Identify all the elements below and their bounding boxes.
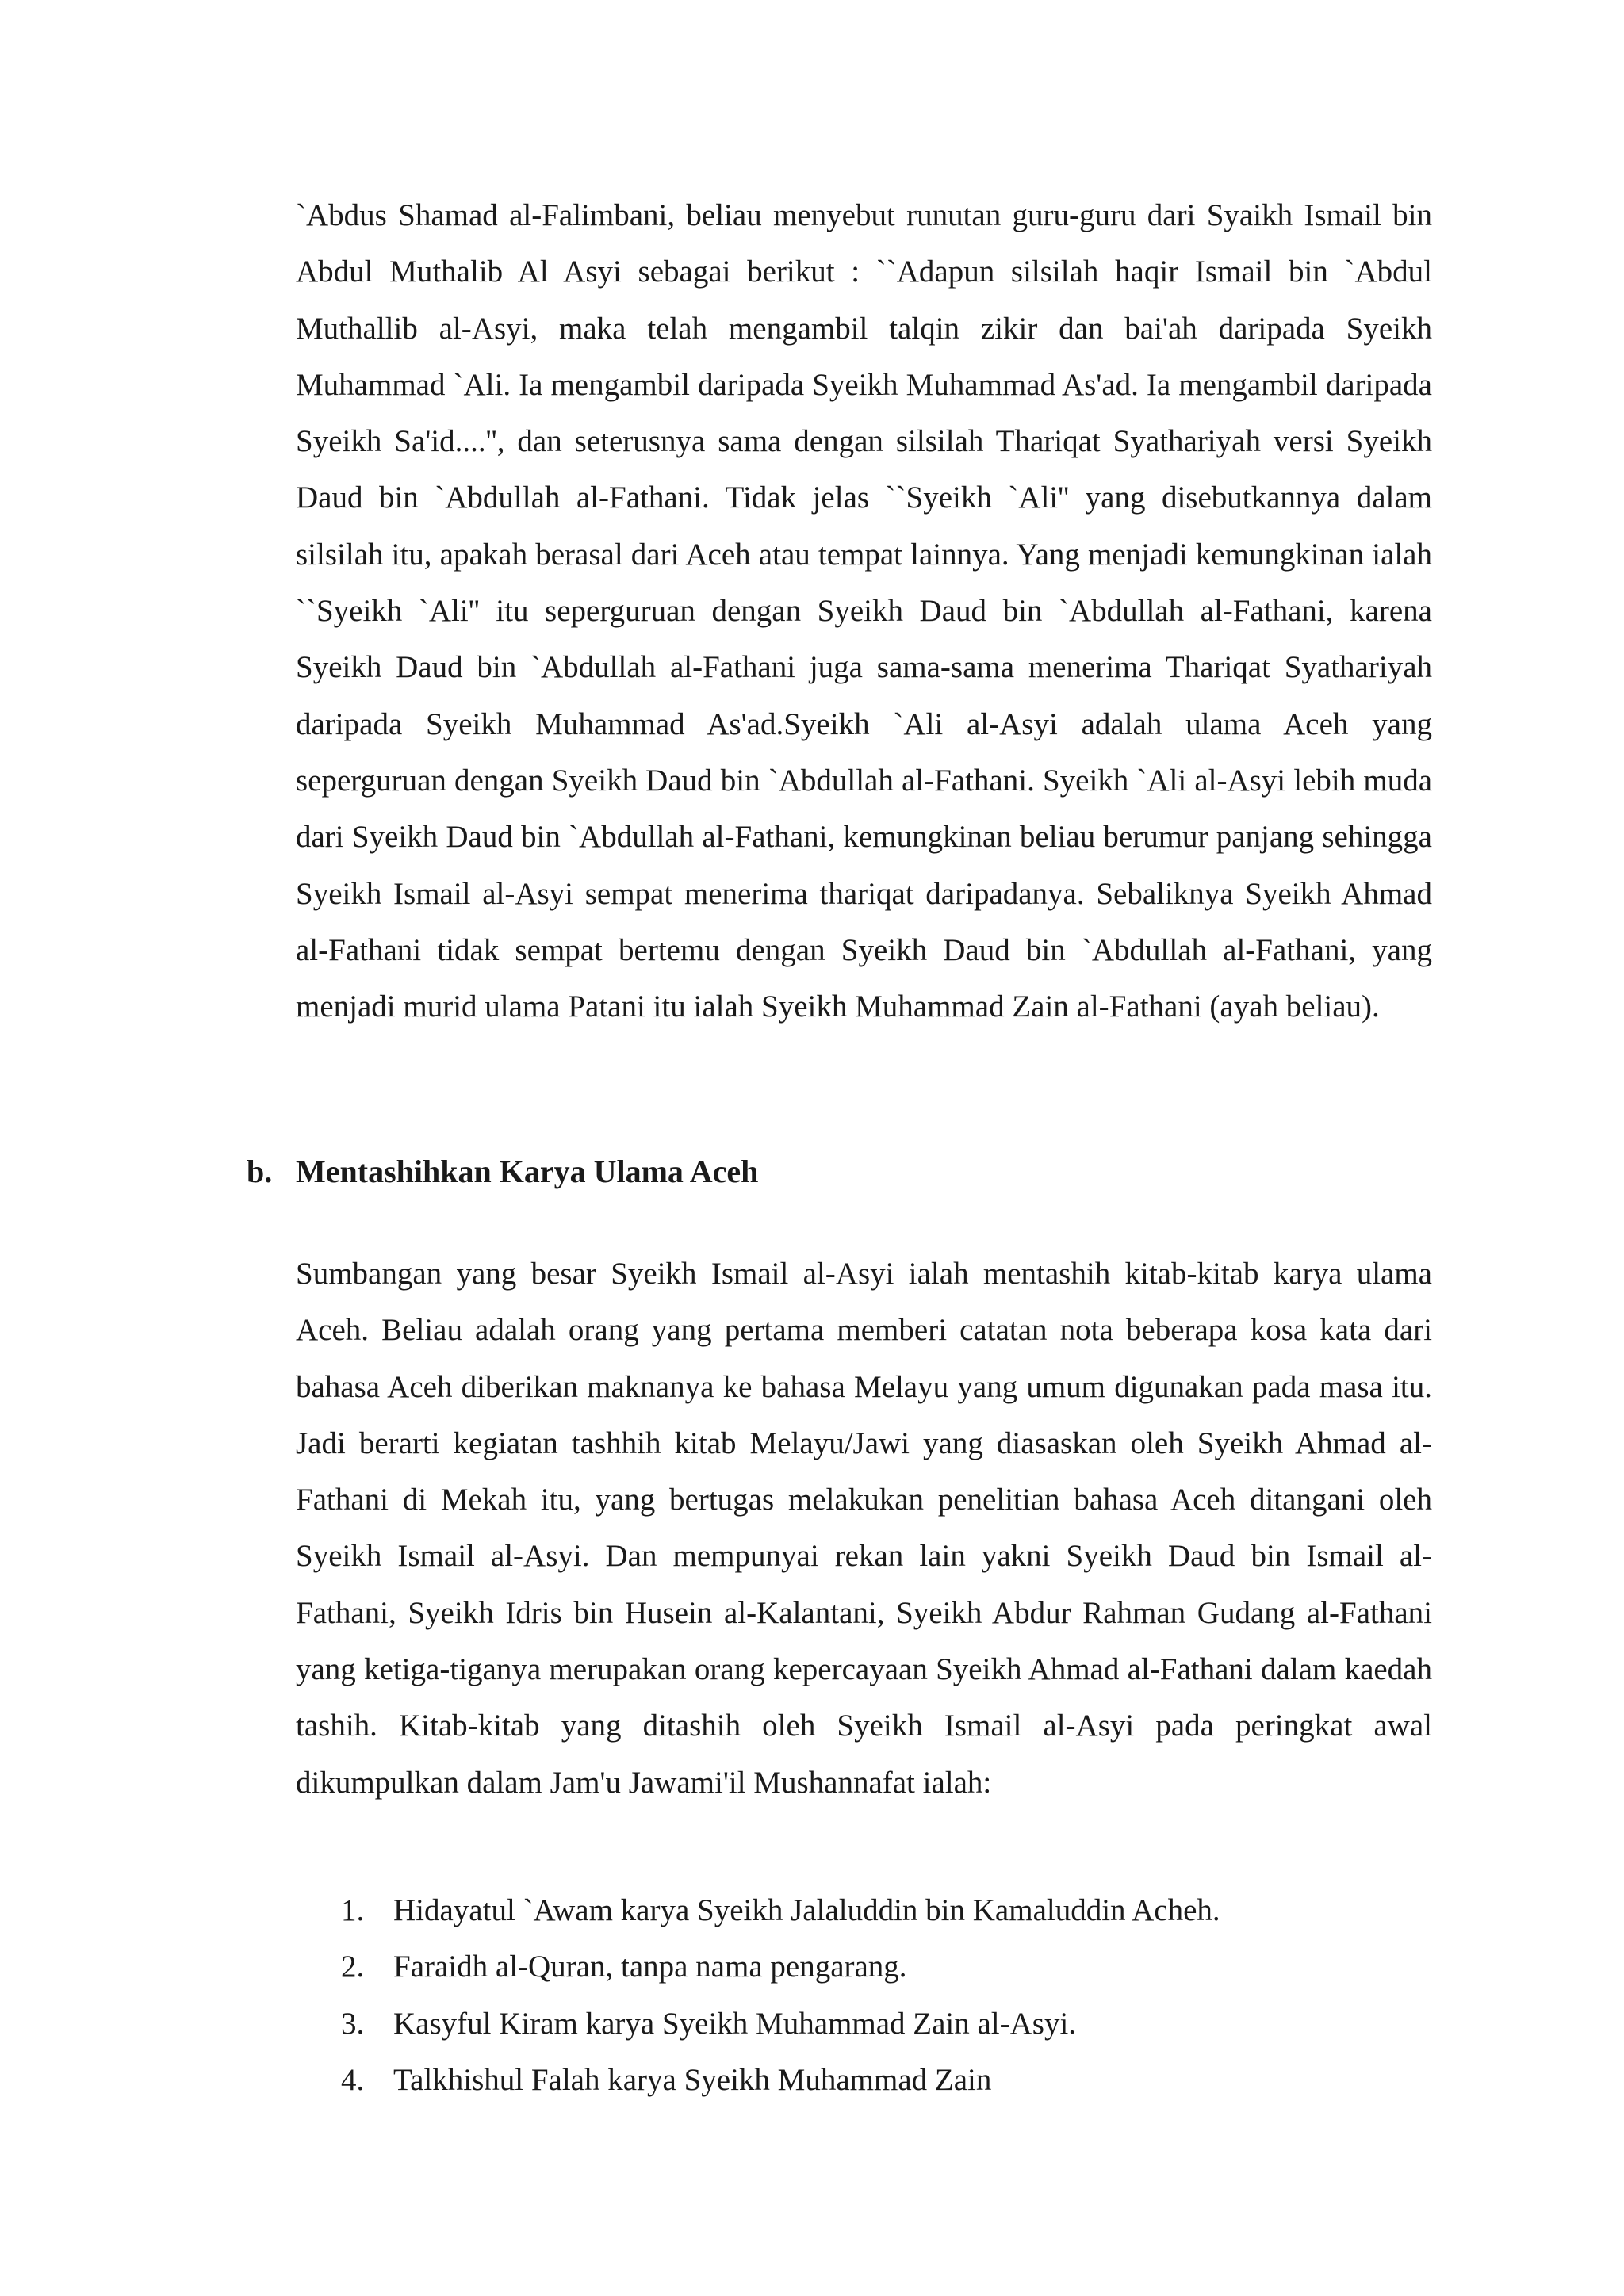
- section-heading: [247, 1153, 758, 1190]
- body-paragraph-tashih: Sumbangan yang besar Syeikh Ismail al-Asyi ialah mentashih kitab-kitab karya ulama Aceh. Beliau adalah orang yang pertama memberi catatan nota beberapa kosa kata dari bahasa Aceh diberikan maknanya ke bahasa Melayu yang umum digunakan pada masa itu. Jadi berarti kegiatan tashhih kitab Melayu/Jawi yang diasaskan oleh Syeikh Ahmad al-Fathani di Mekah itu, yang bertugas melakukan penelitian bahasa Aceh ditangani oleh Syeikh Ismail al-Asyi. Dan mempunyai rekan lain yakni Syeikh Daud bin Ismail al-Fathani, Syeikh Idris bin Husein al-Kalantani, Syeikh Abdur Rahman Gudang al-Fathani yang ketiga-tiganya merupakan orang kepercayaan Syeikh Ahmad al-Fathani dalam kaedah tashih. Kitab-kitab yang ditashih oleh Syeikh Ismail al-Asyi pada peringkat awal dikumpulkan dalam Jam'u Jawami'il Mushannafat ialah:: [296, 1257, 1432, 1800]
- list-item: [296, 1882, 1432, 1938]
- body-paragraph-silsilah: `Abdus Shamad al-Falimbani, beliau menyebut runutan guru-guru dari Syaikh Ismail bin Abdul Muthalib Al Asyi sebagai berikut : ``Adapun silsilah haqir Ismail bin `Abdul Muthallib al-Asyi, maka telah mengambil talqin zikir dan bai'ah daripada Syeikh Muhammad `Ali. Ia mengambil daripada Syeikh Muhammad As'ad. Ia mengambil daripada Syeikh Sa'id....'', dan seterusnya sama dengan silsilah Thariqat Syathariyah versi Syeikh Daud bin `Abdullah al-Fathani. Tidak jelas ``Syeikh `Ali'' yang disebutkannya dalam silsilah itu, apakah berasal dari Aceh atau tempat lainnya. Yang menjadi kemungkinan ialah ``Syeikh `Ali'' itu seperguruan dengan Syeikh Daud bin `Abdullah al-Fathani, karena Syeikh Daud bin `Abdullah al-Fathani juga sama-sama menerima Thariqat Syathariyah daripada Syeikh Muhammad As'ad.Syeikh `Ali al-Asyi adalah ulama Aceh yang seperguruan dengan Syeikh Daud bin `Abdullah al-Fathani. Syeikh `Ali al-Asyi lebih muda dari Syeikh Daud bin `Abdullah al-Fathani, kemungkinan beliau berumur panjang sehingga Syeikh Ismail al-Asyi sempat menerima thariqat daripadanya. Sebaliknya Syeikh Ahmad al-Fathani tidak sempat bertemu dengan Syeikh Daud bin `Abdullah al-Fathani, yang menjadi murid ulama Patani itu ialah Syeikh Muhammad Zain al-Fathani (ayah beliau).: [296, 198, 1432, 1024]
- list-item-number: 3.: [341, 2006, 365, 2041]
- list-item-text: Hidayatul `Awam karya Syeikh Jalaluddin bin Kamaluddin Acheh.: [393, 1893, 1220, 1927]
- list-item: [296, 1938, 1432, 1995]
- list-item-number: 2.: [341, 1950, 365, 1984]
- list-item-text: Faraidh al-Quran, tanpa nama pengarang.: [393, 1950, 907, 1984]
- list-item-text: Talkhishul Falah karya Syeikh Muhammad Zain: [393, 2062, 992, 2097]
- section-title: Mentashihkan Karya Ulama Aceh: [296, 1154, 759, 1189]
- list-item: [296, 1996, 1432, 2052]
- section-marker: b.: [247, 1154, 273, 1189]
- list-item-number: 1.: [341, 1893, 365, 1927]
- list-item-text: Kasyful Kiram karya Syeikh Muhammad Zain al-Asyi.: [393, 2006, 1077, 2041]
- kitab-list: [296, 1882, 1432, 2108]
- list-item-number: 4.: [341, 2062, 365, 2097]
- list-item: [296, 2052, 1432, 2108]
